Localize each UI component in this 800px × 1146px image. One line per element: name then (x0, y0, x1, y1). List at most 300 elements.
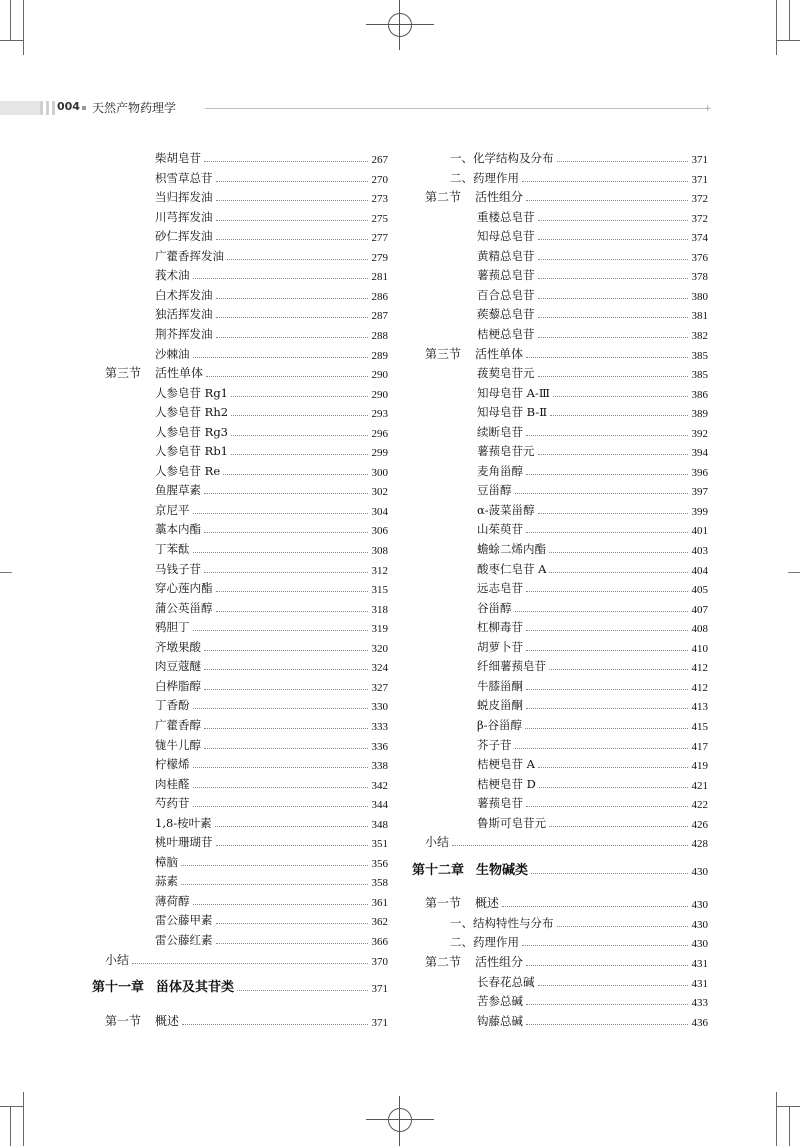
toc-page-number: 293 (371, 408, 388, 421)
toc-entry[interactable] (155, 578, 388, 596)
toc-entry[interactable] (477, 461, 708, 479)
dot-leader (216, 943, 368, 944)
toc-page-number: 431 (691, 958, 708, 970)
dot-leader (216, 591, 368, 592)
toc-entry[interactable] (477, 207, 708, 225)
toc-page-number: 319 (371, 623, 388, 636)
toc-title: 远志皂苷 (477, 581, 523, 596)
toc-section[interactable] (425, 893, 708, 911)
toc-entry[interactable] (155, 695, 388, 713)
toc-page-number: 312 (371, 564, 388, 577)
dot-leader (538, 278, 688, 279)
toc-entry[interactable] (155, 735, 388, 753)
toc-title: 谷甾醇 (477, 600, 512, 615)
toc-entry[interactable] (477, 246, 708, 264)
toc-title: 莪术油 (155, 268, 190, 283)
toc-title: 鸦胆丁 (155, 620, 190, 635)
toc-title: 白术挥发油 (155, 287, 213, 302)
toc-title: 桔梗皂苷 D (477, 776, 536, 791)
toc-title: 黄精总皂苷 (477, 248, 535, 263)
toc-page-number: 430 (691, 899, 708, 912)
dot-leader (193, 708, 368, 709)
dot-leader (223, 474, 367, 475)
toc-title: 人参皂苷 Rb1 (155, 444, 228, 459)
toc-chapter[interactable] (92, 977, 388, 995)
toc-entry[interactable] (155, 422, 388, 440)
toc-page-number: 302 (371, 486, 388, 499)
dot-leader (216, 220, 368, 221)
dot-leader (526, 1024, 688, 1025)
dot-leader (231, 396, 368, 397)
dot-leader (526, 806, 688, 807)
toc-entry[interactable] (477, 363, 708, 381)
dot-leader (538, 454, 688, 455)
dot-leader (193, 357, 368, 358)
toc-entry[interactable] (155, 148, 388, 166)
toc-title: 活性单体 (155, 366, 204, 381)
toc-entry[interactable] (477, 1011, 708, 1029)
dot-leader (204, 669, 368, 670)
toc-page-number: 296 (371, 427, 388, 440)
toc-page-number: 358 (371, 877, 388, 890)
toc-page-number: 344 (371, 799, 388, 812)
dot-leader (231, 435, 368, 436)
toc-label: 第一节 (105, 1013, 142, 1028)
toc-title: 蒺藜总皂苷 (477, 307, 535, 322)
toc-entry[interactable] (155, 715, 388, 733)
toc-chapter[interactable] (412, 860, 708, 878)
toc-title: 独活挥发油 (155, 307, 213, 322)
dot-leader (538, 239, 688, 240)
toc-page-number: 287 (371, 310, 388, 323)
toc-title: 雷公藤甲素 (155, 913, 213, 928)
dot-leader (526, 591, 688, 592)
toc-entry[interactable] (477, 637, 708, 655)
toc-page-number: 342 (371, 779, 388, 792)
toc-page-number: 308 (371, 545, 388, 557)
dot-leader (231, 454, 368, 455)
toc-entry[interactable] (155, 852, 388, 870)
toc-entry[interactable] (155, 265, 388, 283)
toc-title: 豆甾醇 (477, 483, 512, 498)
toc-entry[interactable] (155, 168, 388, 186)
toc-page-number: 410 (691, 642, 708, 655)
dot-leader (193, 513, 368, 514)
toc-entry[interactable] (155, 910, 388, 928)
header-rule (205, 108, 705, 109)
toc-page-number: 386 (691, 388, 708, 401)
toc-page-number: 330 (371, 701, 388, 714)
toc-entry[interactable] (155, 246, 388, 264)
toc-section[interactable] (425, 344, 708, 362)
dot-leader (204, 728, 368, 729)
toc-entry[interactable] (155, 793, 388, 811)
dot-leader (526, 630, 688, 631)
toc-entry[interactable] (477, 441, 708, 459)
toc-title: 薯蓣皂苷 (477, 796, 523, 811)
toc-entry[interactable] (477, 480, 708, 498)
toc-title: 小结 (105, 952, 130, 967)
toc-entry[interactable] (155, 324, 388, 342)
toc-entry[interactable] (155, 559, 388, 577)
toc-title: 蒲公英甾醇 (155, 600, 213, 615)
toc-title: 蒜素 (155, 874, 178, 889)
toc-entry[interactable] (155, 832, 388, 850)
toc-page-number: 267 (371, 154, 388, 166)
toc-entry[interactable] (477, 695, 708, 713)
toc-title: 山茱萸苷 (477, 522, 523, 537)
toc-title: 丁香酚 (155, 698, 190, 713)
toc-summary[interactable] (425, 832, 708, 850)
toc-title: 甾体及其苷类 (156, 980, 235, 996)
toc-title: 知母皂苷 B-Ⅱ (477, 405, 548, 420)
toc-title: 蟾蜍二烯内酯 (477, 542, 546, 556)
toc-page-number: 371 (691, 154, 708, 166)
toc-title: 苦参总碱 (477, 994, 523, 1009)
toc-title: 杠柳毒苷 (477, 620, 523, 635)
toc-title: 雷公藤红素 (155, 933, 213, 947)
toc-entry[interactable] (155, 676, 388, 694)
dot-leader (526, 474, 688, 475)
toc-page-number: 333 (371, 720, 388, 733)
toc-entry[interactable] (477, 500, 708, 518)
toc-label: 第一节 (425, 896, 462, 911)
toc-title: 京尼平 (155, 502, 190, 517)
toc-title: 人参皂苷 Rg1 (155, 385, 228, 400)
toc-entry[interactable] (155, 774, 388, 792)
dot-leader (538, 337, 688, 338)
toc-page-number: 392 (691, 427, 708, 440)
toc-section[interactable] (105, 363, 388, 381)
toc-title: 薯蓣总皂苷 (477, 268, 535, 283)
dot-leader (193, 552, 368, 553)
dot-leader (515, 493, 688, 494)
dot-leader (193, 904, 368, 905)
toc-title: 活性单体 (475, 346, 524, 361)
toc-page-number: 366 (371, 936, 388, 948)
toc-entry[interactable] (477, 735, 708, 753)
toc-page-number: 315 (371, 584, 388, 597)
dot-leader (181, 884, 368, 885)
toc-entry[interactable] (477, 617, 708, 635)
running-header: 004 天然产物药理学 + (0, 99, 800, 119)
toc-page-number: 433 (691, 997, 708, 1010)
toc-title: 酸枣仁皂苷 A (477, 561, 547, 576)
toc-title: 长春花总碱 (477, 974, 535, 989)
dot-leader (215, 826, 368, 827)
toc-entry[interactable] (155, 304, 388, 322)
toc-page-number: 288 (371, 329, 388, 342)
toc-entry[interactable] (477, 972, 708, 990)
toc-title: 知母皂苷 A-Ⅲ (477, 385, 550, 400)
toc-page-number: 374 (691, 232, 708, 245)
dot-leader (204, 532, 368, 533)
toc-page-number: 372 (691, 212, 708, 225)
toc-page-number: 394 (691, 447, 708, 460)
dot-leader (216, 239, 368, 240)
toc-entry[interactable] (155, 344, 388, 362)
dot-leader (204, 493, 368, 494)
toc-title: 桃叶珊瑚苷 (155, 835, 213, 850)
toc-title: 砂仁挥发油 (155, 229, 213, 244)
toc-label: 第二节 (425, 955, 462, 969)
dot-leader (216, 923, 368, 924)
toc-section[interactable] (425, 952, 708, 970)
toc-page-number: 382 (691, 329, 708, 342)
toc-page-number: 413 (691, 701, 708, 714)
toc-entry[interactable] (155, 500, 388, 518)
toc-page-number: 430 (691, 938, 708, 951)
toc-entry[interactable] (477, 991, 708, 1009)
toc-section[interactable] (105, 1011, 388, 1029)
toc-page-number: 336 (371, 740, 388, 753)
dot-leader (216, 337, 368, 338)
toc-page-number: 436 (691, 1016, 708, 1029)
toc-page-number: 404 (691, 564, 708, 577)
toc-entry[interactable] (477, 774, 708, 792)
toc-entry[interactable] (155, 637, 388, 655)
toc-entry[interactable] (477, 519, 708, 537)
toc-title: 一、化学结构及分布 (450, 151, 554, 165)
toc-label: 第十一章 (92, 980, 145, 996)
toc-page-number: 370 (371, 955, 388, 968)
toc-page-number: 419 (691, 760, 708, 773)
dot-leader (193, 787, 368, 788)
toc-entry[interactable] (155, 480, 388, 498)
toc-entry[interactable] (477, 715, 708, 733)
toc-entry[interactable] (477, 402, 708, 420)
toc-entry[interactable] (155, 285, 388, 303)
toc-title: 人参皂苷 Rg3 (155, 424, 228, 439)
toc-entry[interactable] (477, 304, 708, 322)
toc-page-number: 275 (371, 212, 388, 225)
toc-entry[interactable] (155, 813, 388, 831)
toc-title: 广藿香挥发油 (155, 248, 224, 263)
dot-leader (538, 376, 688, 377)
dot-leader (549, 669, 688, 670)
toc-entry[interactable] (477, 598, 708, 616)
dot-leader (515, 748, 688, 749)
toc-page-number: 385 (691, 349, 708, 362)
dot-leader (553, 396, 688, 397)
toc-entry[interactable] (155, 187, 388, 205)
dot-leader (231, 415, 367, 416)
toc-title: 纤细薯蓣皂苷 (477, 659, 546, 674)
dot-leader (550, 415, 687, 416)
toc-entry[interactable] (450, 168, 708, 186)
header-bar (0, 101, 40, 115)
toc-page-number: 378 (691, 271, 708, 284)
toc-entry[interactable] (155, 598, 388, 616)
toc-title: 广藿香醇 (155, 717, 201, 732)
dot-leader (216, 317, 368, 318)
toc-page-number: 324 (371, 662, 388, 675)
toc-title: 续断皂苷 (477, 424, 523, 439)
dot-leader (526, 650, 688, 651)
dot-leader (237, 990, 367, 991)
toc-page-number: 270 (371, 173, 388, 186)
toc-summary[interactable] (105, 950, 388, 968)
toc-page-number: 396 (691, 466, 708, 479)
toc-title: 肉桂醛 (155, 776, 190, 791)
dot-leader (452, 845, 687, 846)
dot-leader (502, 906, 687, 907)
dot-leader (526, 965, 687, 966)
toc-page-number: 403 (691, 545, 708, 557)
dot-leader (182, 1024, 367, 1025)
toc-entry[interactable] (155, 441, 388, 459)
toc-entry[interactable] (477, 676, 708, 694)
toc-page-number: 277 (371, 232, 388, 245)
toc-entry[interactable] (477, 422, 708, 440)
toc-page-number: 290 (371, 369, 388, 382)
toc-entry[interactable] (155, 461, 388, 479)
toc-page-number: 381 (691, 310, 708, 323)
toc-page-number: 399 (691, 505, 708, 518)
toc-entry[interactable] (155, 226, 388, 244)
toc-page-number: 289 (371, 349, 388, 362)
toc-entry[interactable] (477, 559, 708, 577)
toc-page-number: 415 (691, 720, 708, 733)
dot-leader (538, 220, 688, 221)
toc-title: 重楼总皂苷 (477, 209, 535, 224)
toc-page-number: 351 (371, 838, 388, 851)
dot-leader (193, 767, 368, 768)
toc-page-number: 338 (371, 760, 388, 773)
dot-leader (526, 200, 687, 201)
dot-leader (515, 611, 688, 612)
dot-leader (216, 181, 368, 182)
toc-page-number: 371 (371, 1016, 388, 1029)
dot-leader (204, 572, 368, 573)
toc-entry[interactable] (477, 285, 708, 303)
toc-page-number: 273 (371, 193, 388, 206)
toc-title: 麦角甾醇 (477, 463, 523, 478)
toc-title: 川芎挥发油 (155, 209, 213, 224)
toc-title: 活性组分 (475, 190, 524, 205)
toc-page-number: 417 (691, 740, 708, 753)
toc-entry[interactable] (155, 617, 388, 635)
dot-leader (526, 708, 688, 709)
toc-entry[interactable] (477, 383, 708, 401)
toc-title: 百合总皂苷 (477, 287, 535, 302)
toc-entry[interactable] (450, 148, 708, 166)
toc-page-number: 356 (371, 857, 388, 870)
toc-page-number: 361 (371, 896, 388, 909)
toc-title: 胡萝卜苷 (477, 639, 523, 654)
toc-entry[interactable] (450, 932, 708, 950)
dot-leader (526, 357, 687, 358)
dot-leader (216, 611, 368, 612)
toc-title: 柴胡皂苷 (155, 151, 201, 165)
toc-entry[interactable] (155, 891, 388, 909)
toc-label: 第三节 (105, 366, 142, 381)
toc-entry[interactable] (477, 324, 708, 342)
dot-leader (132, 963, 367, 964)
toc-entry[interactable] (155, 871, 388, 889)
toc-title: 樟脑 (155, 854, 178, 869)
toc-title: 薄荷醇 (155, 893, 190, 908)
toc-entry[interactable] (477, 265, 708, 283)
toc-title: 生物碱类 (476, 862, 529, 878)
toc-entry[interactable] (155, 754, 388, 772)
toc-title: 薯蓣皂苷元 (477, 444, 535, 459)
toc-page-number: 320 (371, 642, 388, 655)
toc-entry[interactable] (155, 383, 388, 401)
dot-leader (193, 806, 368, 807)
toc-page-number: 372 (691, 193, 708, 206)
dot-leader (538, 298, 688, 299)
toc-entry[interactable] (477, 813, 708, 831)
dot-leader (216, 200, 368, 201)
toc-title: 概述 (155, 1013, 180, 1028)
toc-title: 鱼腥草素 (155, 483, 201, 498)
toc-page-number: 318 (371, 603, 388, 616)
toc-entry[interactable] (155, 539, 388, 557)
toc-page-number: 279 (371, 251, 388, 264)
toc-page-number: 299 (371, 447, 388, 460)
toc-entry[interactable] (155, 930, 388, 948)
dot-leader (557, 926, 688, 927)
toc-entry[interactable] (155, 656, 388, 674)
toc-page-number: 300 (371, 466, 388, 479)
toc-page-number: 348 (371, 818, 388, 831)
toc-title: 芍药苷 (155, 796, 190, 811)
toc-title: 概述 (475, 896, 500, 911)
toc-entry[interactable] (155, 519, 388, 537)
toc-entry[interactable] (477, 793, 708, 811)
dot-leader (522, 181, 688, 182)
toc-page-number: 405 (691, 584, 708, 597)
toc-entry[interactable] (450, 913, 708, 931)
toc-title: 钩藤总碱 (477, 1013, 523, 1028)
toc-page-number: 286 (371, 290, 388, 303)
toc-entry[interactable] (477, 754, 708, 772)
toc-entry[interactable] (155, 207, 388, 225)
dot-leader (539, 787, 688, 788)
toc-page-number: 407 (691, 603, 708, 616)
toc-page-number: 430 (691, 865, 708, 878)
toc-entry[interactable] (477, 656, 708, 674)
toc-title: 牛膝甾酮 (477, 678, 523, 693)
toc-label: 第三节 (425, 346, 462, 361)
toc-title: 荆芥挥发油 (155, 326, 213, 341)
toc-entry[interactable] (155, 402, 388, 420)
toc-title: 白桦脂醇 (155, 678, 201, 693)
toc-entry[interactable] (477, 578, 708, 596)
toc-page-number: 408 (691, 623, 708, 636)
toc-entry[interactable] (477, 539, 708, 557)
toc-label: 第二节 (425, 190, 462, 205)
toc-title: 菝葜皂苷元 (477, 366, 535, 381)
toc-title: 一、结构特性与分布 (450, 915, 554, 930)
toc-page-number: 304 (371, 505, 388, 518)
toc-title: 柠檬烯 (155, 757, 190, 772)
toc-page-number: 428 (691, 838, 708, 851)
dot-leader (538, 767, 688, 768)
toc-title: 牻牛儿醇 (155, 737, 201, 752)
toc-title: 活性组分 (475, 955, 524, 969)
toc-title: 二、药理作用 (450, 935, 519, 950)
toc-title: 穿心莲内酯 (155, 581, 213, 596)
dot-leader (526, 1004, 688, 1005)
toc-page-number: 401 (691, 525, 708, 538)
toc-section[interactable] (425, 187, 708, 205)
dot-leader (557, 161, 688, 162)
toc-entry[interactable] (477, 226, 708, 244)
dot-leader (538, 985, 688, 986)
page-number: 004 (57, 100, 80, 113)
